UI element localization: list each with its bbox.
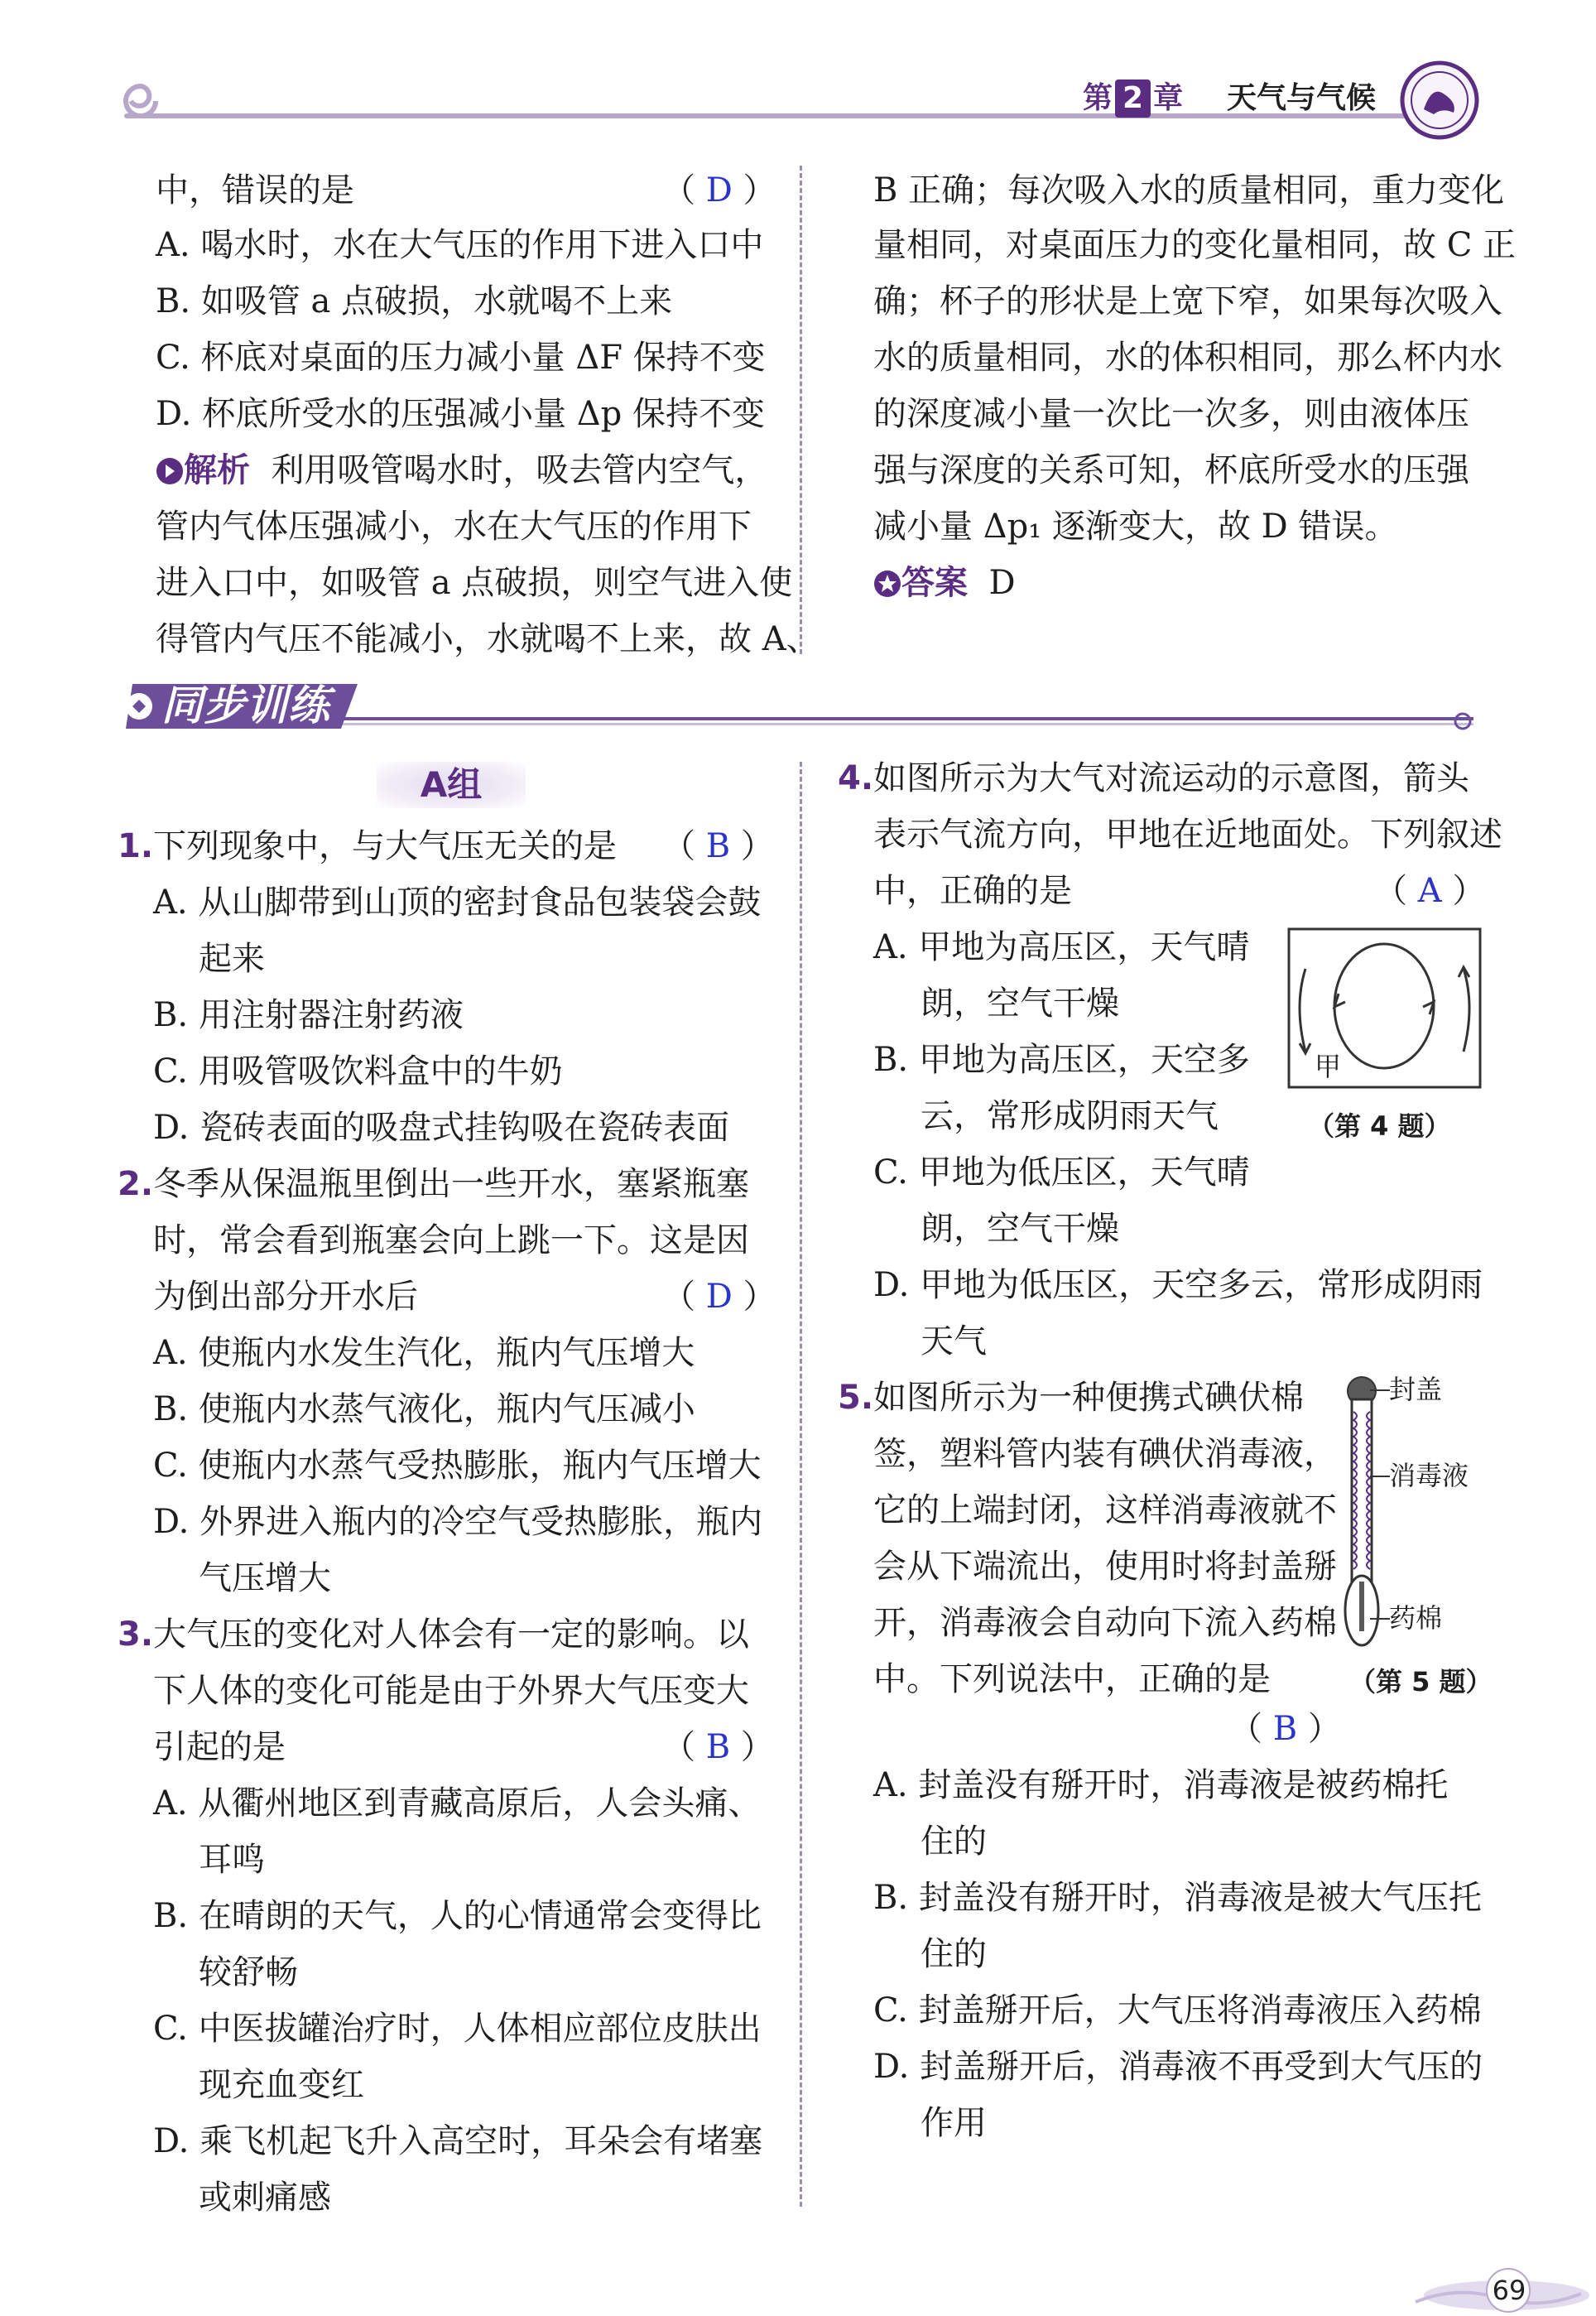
option-a: A. 喝水时，水在大气压的作用下进入口中 (156, 226, 764, 264)
answer-slot: （ D ） (662, 1278, 776, 1316)
question-number: 4. (838, 759, 874, 797)
question-number: 3. (118, 1615, 154, 1654)
option-c-cont: 现充血变红 (199, 2066, 364, 2104)
emblem-icon (1399, 60, 1480, 141)
analysis-arrow-icon (156, 457, 184, 485)
option-d: D. 封盖掰开后，消毒液不再受到大气压的 (873, 2048, 1483, 2086)
question-stem: 冬季从保温瓶里倒出一些开水，塞紧瓶塞 (153, 1165, 750, 1203)
option-d-cont: 作用 (921, 2104, 987, 2142)
figure-caption: （第 4 题） (1308, 1110, 1451, 1142)
question-stem: 引起的是 (153, 1728, 286, 1766)
option-d-cont: 或刺痛感 (199, 2179, 331, 2217)
question-number: 5. (838, 1379, 874, 1417)
question-stem: 时，常会看到瓶塞会向上跳一下。这是因 (153, 1221, 749, 1259)
analysis-label: 解析 (184, 451, 250, 489)
answer-label: 答案 (901, 564, 968, 602)
question-stem: 如图所示为一种便携式碘伏棉 (873, 1379, 1305, 1417)
group-label: A组 (377, 762, 526, 808)
analysis-line: 强与深度的关系可知，杯底所受水的压强 (873, 451, 1469, 489)
option-c: C. 甲地为低压区，天气晴 (873, 1153, 1250, 1192)
question-stem: 它的上端封闭，这样消毒液就不 (873, 1491, 1337, 1529)
figure-label: 甲 (1315, 1051, 1342, 1082)
option-c: C. 封盖掰开后，大气压将消毒液压入药棉 (873, 1991, 1482, 2030)
option-c: C. 使瓶内水蒸气受热膨胀，瓶内气压增大 (153, 1447, 762, 1485)
option-c: C. 杯底对桌面的压力减小量 ΔF 保持不变 (156, 339, 766, 377)
option-b: B. 在晴朗的天气，人的心情通常会变得比 (153, 1897, 762, 1935)
option-a-cont: 朗，空气干燥 (921, 985, 1119, 1023)
analysis-line: 量相同，对桌面压力的变化量相同，故 C 正 (873, 226, 1517, 264)
option-b-cont: 较舒畅 (199, 1953, 298, 1991)
option-c: C. 用吸管吸饮料盒中的牛奶 (153, 1052, 563, 1091)
answer-slot: （ D ） (662, 171, 776, 209)
answer-line: 答案 D (873, 555, 1016, 611)
option-a-cont: 起来 (199, 940, 265, 978)
question-stem: 下列现象中，与大气压无关的是 (153, 827, 618, 865)
column-divider-top (800, 166, 802, 654)
option-c-cont: 朗，空气干燥 (921, 1210, 1119, 1248)
question-stem: 会从下端流出，使用时将封盖掰 (873, 1548, 1337, 1586)
analysis-line: 进入口中，如吸管 a 点破损，则空气进入使 (156, 564, 793, 602)
answer-slot: （ B ） (1229, 1710, 1341, 1748)
chapter-number: 2 (1115, 79, 1151, 118)
figure-caption: （第 5 题） (1349, 1666, 1493, 1697)
option-b-cont: 云，常形成阴雨天气 (921, 1097, 1219, 1135)
option-a-cont: 耳鸣 (199, 1841, 265, 1879)
answer-slot: （ A ） (1374, 872, 1486, 910)
option-d: D. 甲地为低压区，天空多云，常形成阴雨 (873, 1266, 1483, 1304)
section-title: 同步训练 (161, 681, 330, 729)
question-number: 2. (118, 1165, 154, 1203)
figure-label-cap: 封盖 (1389, 1374, 1443, 1405)
analysis-line: 管内气体压强减小，水在大气压的作用下 (156, 508, 752, 546)
option-b: B. 用注射器注射药液 (153, 996, 464, 1034)
option-c: C. 中医拔罐治疗时，人体相应部位皮肤出 (153, 2010, 762, 2048)
analysis-first-line: 解析 利用吸管喝水时，吸去管内空气， (156, 442, 767, 498)
chapter-title: 天气与气候 (1227, 81, 1377, 115)
option-b: B. 使瓶内水蒸气液化，瓶内气压减小 (153, 1390, 695, 1428)
analysis-line: 确；杯子的形状是上宽下窄，如果每次吸入 (873, 282, 1502, 320)
question-stem: 签，塑料管内装有碘伏消毒液， (873, 1435, 1337, 1473)
swirl-logo-icon (116, 76, 166, 126)
option-b-cont: 住的 (921, 1935, 987, 1973)
option-b: B. 如吸管 a 点破损，水就喝不上来 (156, 282, 673, 320)
figure-label-cotton: 药棉 (1389, 1602, 1443, 1634)
option-d-cont: 天气 (921, 1322, 987, 1360)
answer-slot: （ B ） (662, 1728, 774, 1766)
question-stem: 中。下列说法中，正确的是 (873, 1660, 1271, 1698)
option-d: D. 瓷砖表面的吸盘式挂钩吸在瓷砖表面 (153, 1109, 730, 1147)
option-b: B. 甲地为高压区，天空多 (873, 1041, 1250, 1079)
analysis-line: 减小量 Δp₁ 逐渐变大，故 D 错误。 (873, 508, 1398, 546)
option-a: A. 使瓶内水发生汽化，瓶内气压增大 (153, 1334, 695, 1372)
question-number: 1. (118, 827, 154, 865)
question-stem: 表示气流方向，甲地在近地面处。下列叙述 (873, 816, 1502, 854)
option-a: A. 甲地为高压区，天气晴 (873, 928, 1250, 966)
question-stem: 下人体的变化可能是由于外界大气压变大 (153, 1672, 749, 1710)
question-stem: 为倒出部分开水后 (153, 1278, 418, 1316)
column-divider-bottom (800, 762, 802, 2207)
option-a: A. 从衢州地区到青藏高原后，人会头痛、 (153, 1784, 762, 1822)
option-d: D. 外界进入瓶内的冷空气受热膨胀，瓶内 (153, 1503, 763, 1541)
question-stem: 开，消毒液会自动向下流入药棉 (873, 1604, 1337, 1642)
analysis-line: 得管内气压不能减小，水就喝不上来，故 A、 (156, 620, 820, 658)
analysis-line: B 正确；每次吸入水的质量相同，重力变化 (873, 171, 1505, 209)
option-a-cont: 住的 (921, 1822, 987, 1861)
figure-label-liquid: 消毒液 (1389, 1460, 1469, 1491)
page-number: 69 (1492, 2275, 1526, 2306)
question-stem: 如图所示为大气对流运动的示意图，箭头 (873, 759, 1470, 797)
question-stem: 中，正确的是 (873, 872, 1072, 910)
option-a: A. 从山脚带到山顶的密封食品包装袋会鼓 (153, 884, 762, 922)
question-stem: 中，错误的是 (156, 171, 354, 209)
option-d-cont: 气压增大 (199, 1559, 331, 1597)
analysis-line: 水的质量相同，水的体积相同，那么杯内水 (873, 339, 1502, 377)
option-d: D. 乘飞机起飞升入高空时，耳朵会有堵塞 (153, 2122, 763, 2160)
banner-rule (331, 717, 1473, 725)
banner-end-icon (1450, 710, 1475, 732)
option-d: D. 杯底所受水的压强减小量 Δp 保持不变 (156, 395, 765, 433)
question-stem: 大气压的变化对人体会有一定的影响。以 (153, 1615, 750, 1654)
analysis-line: 的深度减小量一次比一次多，则由液体压 (873, 395, 1469, 433)
label-leader-lines (1370, 1387, 1390, 1627)
chapter-label: 第 2 章 (1083, 79, 1183, 118)
option-b: B. 封盖没有掰开时，消毒液是被大气压托 (873, 1879, 1482, 1917)
answer-slot: （ B ） (662, 827, 774, 865)
option-a: A. 封盖没有掰开时，消毒液是被药棉托 (873, 1766, 1449, 1804)
star-icon (873, 570, 901, 598)
